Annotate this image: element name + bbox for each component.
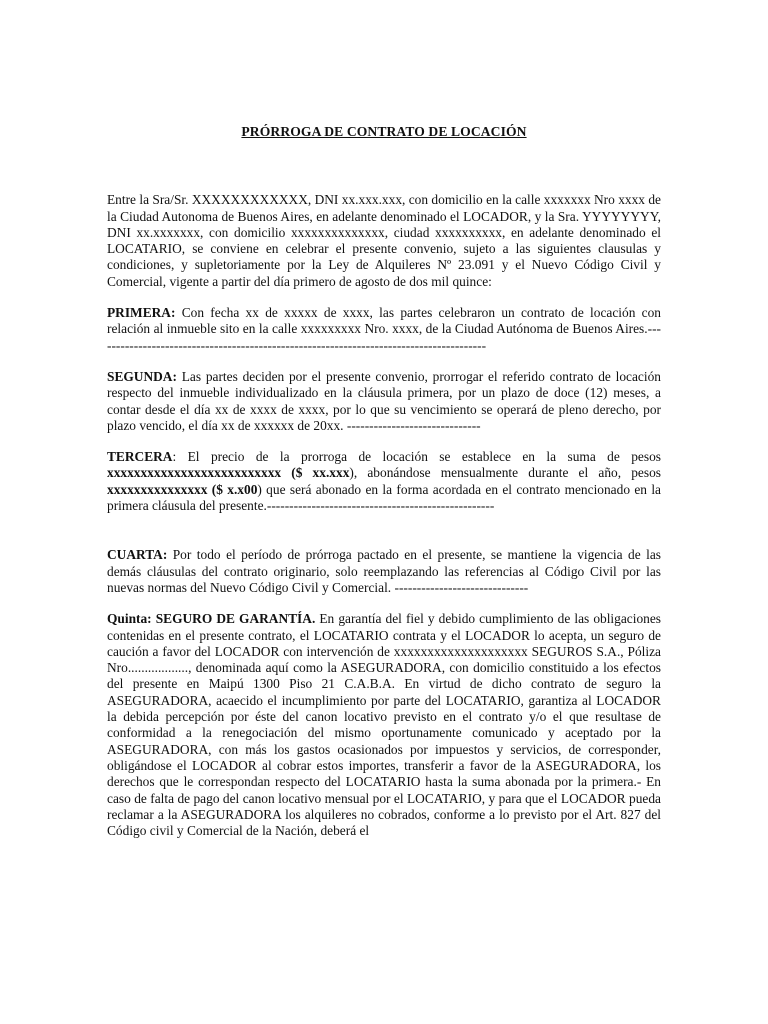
clause-primera-text: Con fecha xx de xxxxx de xxxx, las partes celebraron un contrato de locación con relación al inmueble sito en la calle xxxxxxxxx Nro. xxxx, de la Ciudad Autónoma de Buenos Aires.----------------------------------------------------------------------------------------	[107, 305, 661, 353]
clause-tercera-amount-2: xxxxxxxxxxxxxxx ($ x.x00	[107, 481, 258, 497]
document-title: PRÓRROGA DE CONTRATO DE LOCACIÓN	[241, 124, 527, 139]
clause-quinta-text: En garantía del fiel y debido cumplimiento de las obligaciones contenidas en el presente contrato, el LOCATARIO contrata y el LOCADOR lo acepta, un seguro de caución a favor del LOCADOR con intervención de xxxxxxxxxxxxxxxxxxxx SEGUROS S.A., Póliza Nro.................., denominada aquí como la ASEGURADORA, con domicilio constituido a los efectos del presente en Maipú 1300 Piso 21 C.A.B.A. En virtud de dicho contrato de seguro la ASEGURADORA, acaecido el incumplimiento por parte del LOCATARIO, garantiza al LOCADOR la debida percepción por éste del canon locativo previsto en el contrato y/o el que resultase de conformidad a la renegociación del mismo oportunamente comunicado y aceptado por la ASEGURADORA, con más los gastos ocasionados por impuestos y servicios, de corresponder, obligándose el LOCADOR al cobrar estos importes, transferir a favor de la ASEGURADORA, los derechos que le correspondan respecto del LOCATARIO hasta la suma abonada por la primera.- En caso de falta de pago del canon locativo mensual por el LOCATARIO, y para que el LOCADOR pueda reclamar a la ASEGURADORA los alquileres no cobrados, conforme a lo previsto por el Art. 827 del Código civil y Comercial de la Nación, deberá el	[107, 611, 661, 839]
intro-paragraph: Entre la Sra/Sr. XXXXXXXXXXXX, DNI xx.xxx.xxx, con domicilio en la calle xxxxxxx Nro xxxx de la Ciudad Autonoma de Buenos Aires, en adelante denominado el LOCADOR, y la Sra. YYYYYYYY, DNI xx.xxxxxxx, con domicilio xxxxxxxxxxxxxx, ciudad xxxxxxxxxx, en adelante denominado el LOCATARIO, se conviene en celebrar el presente convenio, sujeto a las siguientes clausulas y condiciones, y supletoriamente por la Ley de Alquileres Nº 23.091 y el Nuevo Código Civil y Comercial, vigente a partir del día primero de agosto de dos mil quince:	[107, 192, 661, 289]
clause-quinta-label: Quinta: SEGURO DE GARANTÍA.	[107, 611, 316, 627]
clause-primera-label: PRIMERA:	[107, 305, 176, 321]
clause-cuarta	[107, 547, 661, 596]
spacer	[107, 514, 661, 547]
clause-tercera-label: TERCERA	[107, 449, 173, 465]
clause-tercera	[107, 449, 661, 514]
document-page	[107, 124, 661, 839]
clause-primera	[107, 305, 661, 354]
clause-tercera-text-3: ) que será abonado en la forma acordada en el contrato mencionado en la primera cláusula del presente.---------------------------------------------------	[107, 481, 661, 514]
spacer	[107, 290, 661, 305]
clause-tercera-text-1: : El precio de la prorroga de locación se establece en la suma de pesos	[172, 449, 661, 465]
clause-cuarta-label: CUARTA:	[107, 547, 168, 563]
clause-cuarta-text: Por todo el período de prórroga pactado en el presente, se mantiene la vigencia de las demás cláusulas del contrato originario, solo reemplazando las referencias al Código Civil por las nuevas normas del Nuevo Código Civil y Comercial. ------------------------------	[107, 547, 661, 595]
clause-segunda	[107, 369, 661, 434]
clause-segunda-label: SEGUNDA:	[107, 368, 177, 384]
spacer	[107, 596, 661, 611]
clause-quinta	[107, 611, 661, 839]
clause-tercera-text-2: ), abonándose mensualmente durante el año, pesos	[349, 465, 661, 481]
clause-tercera-amount-1: xxxxxxxxxxxxxxxxxxxxxxxxxx ($ xx.xxx	[107, 465, 350, 481]
clause-segunda-text: Las partes deciden por el presente convenio, prorrogar el referido contrato de locación respecto del inmueble individualizado en la cláusula primera, por un plazo de doce (12) meses, a contar desde el día xx de xxxx de xxxx, por lo que su vencimiento se operará de pleno derecho, por plazo vencido, el día xx de xxxxxx de 20xx. ------------------------------	[107, 368, 661, 433]
spacer	[107, 354, 661, 369]
spacer	[107, 434, 661, 449]
